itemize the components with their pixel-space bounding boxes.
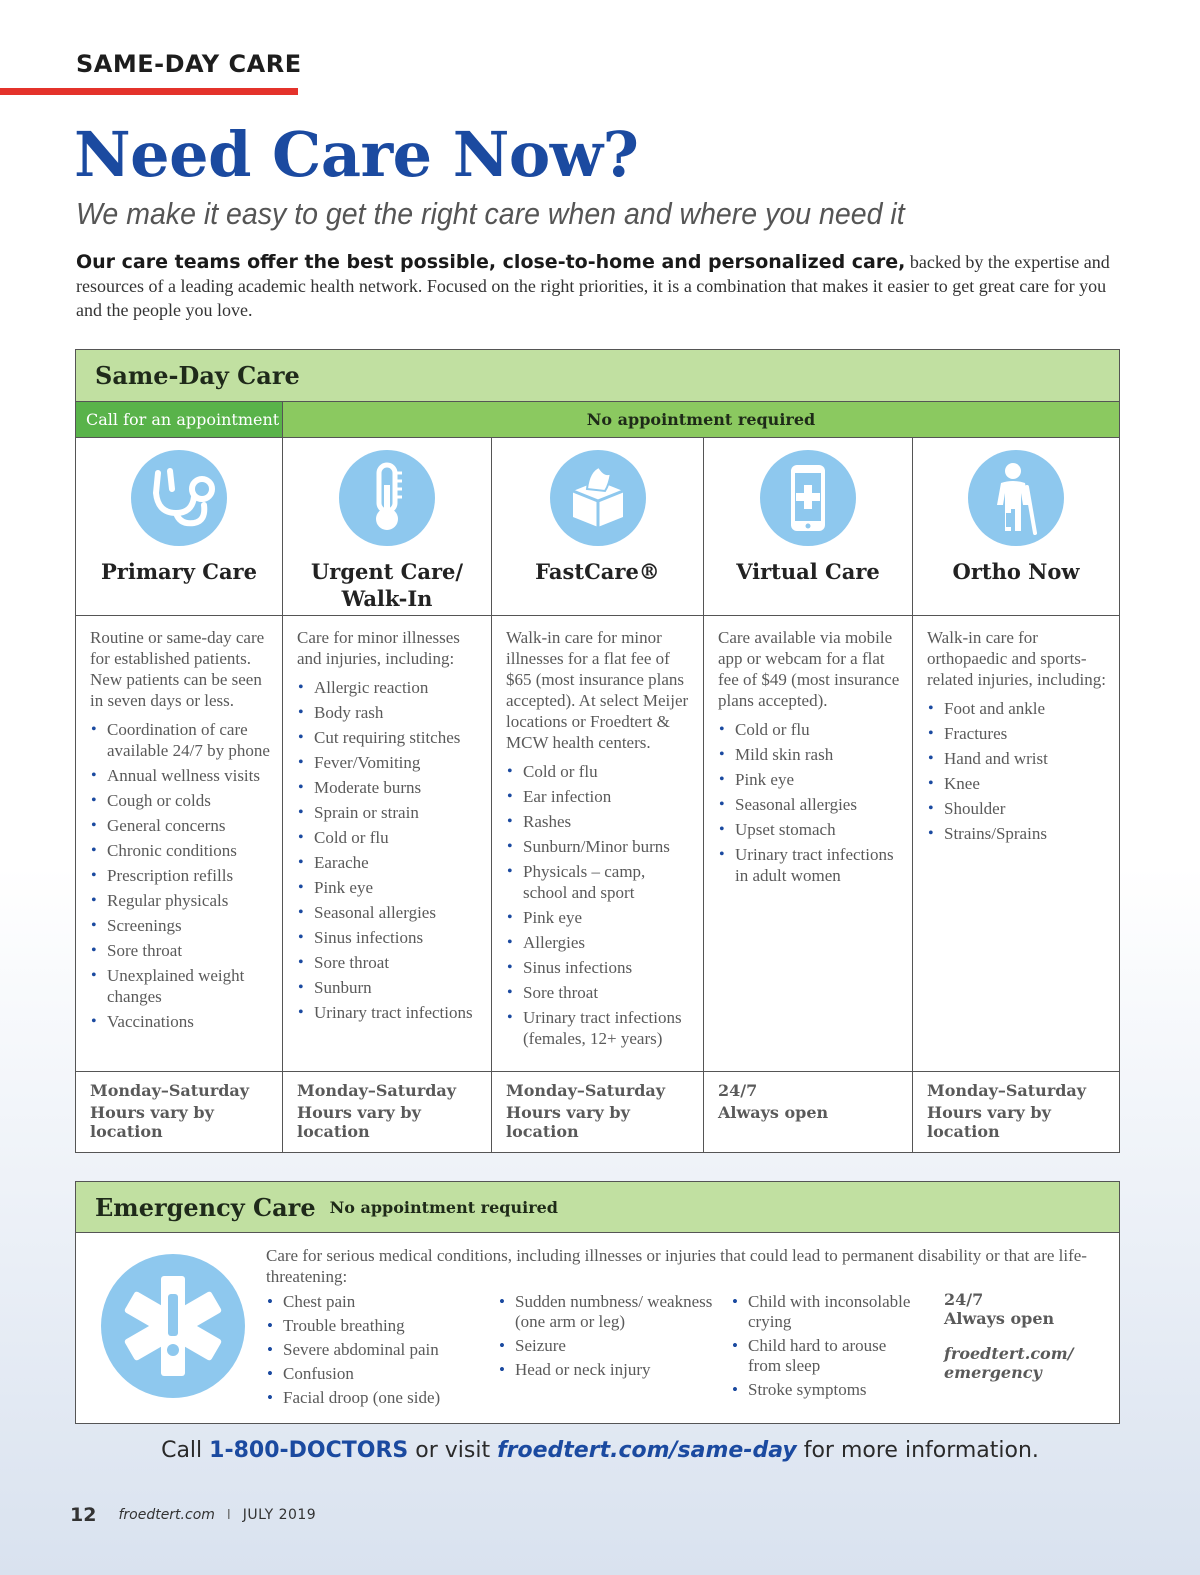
list-item: • Mild skin rash (718, 744, 902, 765)
cta-link[interactable]: froedtert.com/same-day (497, 1438, 797, 1463)
list-item: • Chest pain (266, 1292, 476, 1312)
emergency-hours (944, 1290, 1054, 1328)
care-column-hours (913, 1072, 1119, 1152)
hours-detail: Always open (718, 1103, 829, 1122)
hours-days: Monday–Saturday (90, 1081, 250, 1100)
emergency-care-title: Emergency Care (95, 1192, 316, 1222)
page-headline: Need Care Now? (74, 118, 639, 191)
care-column-intro: Walk-in care for orthopaedic and sports-related injuries, including: (927, 628, 1106, 689)
care-column-body (283, 616, 491, 1072)
care-column-list (927, 698, 1109, 844)
list-item: • Sinus infections (297, 927, 481, 948)
list-item: • Stroke symptoms (731, 1380, 921, 1400)
list-item: • Unexplained weight changes (90, 965, 272, 1007)
list-item: • Pink eye (718, 769, 902, 790)
person-crutch-icon (968, 450, 1064, 546)
list-item: • Sinus infections (506, 957, 693, 978)
list-item: • Shoulder (927, 798, 1109, 819)
care-column-hours (283, 1072, 491, 1152)
list-item: • Urinary tract infections (297, 1002, 481, 1023)
list-item: • Child with inconsolable crying (731, 1292, 921, 1332)
star-of-life-icon (101, 1254, 245, 1398)
list-item: • Facial droop (one side) (266, 1388, 476, 1408)
list-item: • Sudden numbness/ weakness (one arm or leg) (498, 1292, 713, 1332)
list-item: • Cold or flu (297, 827, 481, 848)
care-column-list (718, 719, 902, 886)
care-column-head (76, 438, 282, 616)
list-item: • Fever/Vomiting (297, 752, 481, 773)
list-item: • Sore throat (297, 952, 481, 973)
care-column-intro: Routine or same-day care for established patients. New patients can be seen in seven days or less. (90, 628, 265, 710)
care-column-virtual (704, 438, 913, 1152)
hours-days: 24/7 (718, 1081, 758, 1100)
list-item: • Chronic conditions (90, 840, 272, 861)
hours-days: Monday–Saturday (297, 1081, 457, 1100)
emergency-link-line-1: froedtert.com/ (944, 1344, 1074, 1363)
tissue-box-icon (550, 450, 646, 546)
footer-site: froedtert.com (118, 1507, 215, 1523)
care-column-ortho (913, 438, 1119, 1152)
list-item: • Physicals – camp, school and sport (506, 861, 693, 903)
care-column-title: Urgent Care/ Walk-In (310, 559, 464, 611)
intro-paragraph (76, 250, 1116, 322)
care-column-title: Ortho Now (952, 559, 1080, 584)
list-item: • Sore throat (506, 982, 693, 1003)
list-item: • Knee (927, 773, 1109, 794)
list-item: • Severe abdominal pain (266, 1340, 476, 1360)
care-column-head (913, 438, 1119, 616)
list-item: • Urinary tract infections (females, 12+ years) (506, 1007, 693, 1049)
hours-detail: Hours vary by location (90, 1103, 214, 1141)
care-column-list (90, 719, 272, 1032)
emergency-list-2 (498, 1292, 713, 1384)
list-item: • Cold or flu (506, 761, 693, 782)
care-column-hours (76, 1072, 282, 1152)
no-appointment-label: No appointment required (283, 402, 1119, 437)
care-column-hours (704, 1072, 912, 1152)
cta-pre: Call (161, 1438, 210, 1463)
emergency-care-box (75, 1181, 1120, 1424)
list-item: • Seizure (498, 1336, 713, 1356)
cta-post: for more information. (796, 1438, 1039, 1463)
list-item: • Confusion (266, 1364, 476, 1384)
care-column-body (913, 616, 1119, 1072)
list-item: • Cough or colds (90, 790, 272, 811)
emergency-link[interactable] (944, 1344, 1074, 1382)
emergency-link-line-2: emergency (944, 1363, 1042, 1382)
page-footer (70, 1504, 316, 1526)
list-item: • Allergies (506, 932, 693, 953)
list-item: • Sunburn/Minor burns (506, 836, 693, 857)
smartphone-icon (760, 450, 856, 546)
same-day-care-title: Same-Day Care (95, 361, 300, 390)
footer-date: JULY 2019 (242, 1507, 317, 1523)
list-item: • Sore throat (90, 940, 272, 961)
list-item: • Cut requiring stitches (297, 727, 481, 748)
hours-days: Monday–Saturday (506, 1081, 666, 1100)
hours-detail: Hours vary by location (927, 1103, 1051, 1141)
list-item: • Regular physicals (90, 890, 272, 911)
list-item: • Foot and ankle (927, 698, 1109, 719)
page-subhead: We make it easy to get the right care when and where you need it (76, 196, 905, 231)
list-item: • Cold or flu (718, 719, 902, 740)
section-label: SAME-DAY CARE (76, 50, 302, 78)
care-columns (76, 438, 1119, 1152)
care-column-primary (76, 438, 283, 1152)
emergency-intro: Care for serious medical conditions, including illnesses or injuries that could lead to permanent disability or that are life-threatening: (266, 1246, 1087, 1286)
list-item: • Rashes (506, 811, 693, 832)
care-column-body (492, 616, 703, 1072)
list-item: • Seasonal allergies (297, 902, 481, 923)
list-item: • Earache (297, 852, 481, 873)
care-column-intro: Care available via mobile app or webcam for a flat fee of $49 (most insurance plans accepted). (718, 628, 900, 710)
intro-lead: Our care teams offer the best possible, close-to-home and personalized care, (76, 251, 906, 273)
list-item: • Sprain or strain (297, 802, 481, 823)
care-column-head (704, 438, 912, 616)
emergency-no-appointment-label: No appointment required (329, 1197, 558, 1217)
appointment-row (76, 402, 1119, 438)
list-item: • Vaccinations (90, 1011, 272, 1032)
care-column-urgent (283, 438, 492, 1152)
emergency-hours-detail: Always open (944, 1309, 1055, 1328)
list-item: • Hand and wrist (927, 748, 1109, 769)
care-column-body (704, 616, 912, 1072)
emergency-list-1 (266, 1292, 476, 1412)
same-day-care-header (76, 350, 1119, 402)
care-column-hours (492, 1072, 703, 1152)
same-day-care-table (75, 349, 1120, 1153)
list-item: • Prescription refills (90, 865, 272, 886)
list-item: • Moderate burns (297, 777, 481, 798)
cta-phone-number[interactable]: 1-800-DOCTORS (209, 1438, 409, 1463)
list-item: • Strains/Sprains (927, 823, 1109, 844)
list-item: • Pink eye (506, 907, 693, 928)
emergency-care-header (76, 1182, 1119, 1233)
list-item: • Urinary tract infections in adult women (718, 844, 902, 886)
list-item: • Allergic reaction (297, 677, 481, 698)
care-column-title: Primary Care (101, 559, 257, 584)
list-item: • Coordination of care available 24/7 by phone (90, 719, 272, 761)
list-item: • Head or neck injury (498, 1360, 713, 1380)
stethoscope-icon (131, 450, 227, 546)
hours-detail: Hours vary by location (506, 1103, 630, 1141)
emergency-list-3 (731, 1292, 921, 1404)
list-item: • Body rash (297, 702, 481, 723)
list-item: • Ear infection (506, 786, 693, 807)
list-item: • Fractures (927, 723, 1109, 744)
care-column-intro: Walk-in care for minor illnesses for a flat fee of $65 (most insurance plans accepted). At select Meijer locations or Froedtert & MCW health centers. (506, 628, 689, 752)
care-column-title: Virtual Care (736, 559, 880, 584)
care-column-head (492, 438, 703, 616)
footer-separator: I (226, 1507, 231, 1523)
cta-mid: or visit (408, 1438, 498, 1463)
list-item: • General concerns (90, 815, 272, 836)
list-item: • Trouble breathing (266, 1316, 476, 1336)
list-item: • Seasonal allergies (718, 794, 902, 815)
call-to-action (0, 1438, 1200, 1463)
hours-detail: Hours vary by location (297, 1103, 421, 1141)
hours-days: Monday–Saturday (927, 1081, 1087, 1100)
list-item: • Child hard to arouse from sleep (731, 1336, 921, 1376)
list-item: • Annual wellness visits (90, 765, 272, 786)
section-rule (0, 88, 298, 95)
care-column-title: FastCare® (535, 559, 660, 584)
care-column-list (506, 761, 693, 1049)
care-column-fastcare (492, 438, 704, 1152)
list-item: • Sunburn (297, 977, 481, 998)
call-for-appointment-label: Call for an appointment (76, 402, 283, 437)
care-column-list (297, 677, 481, 1023)
page-number: 12 (70, 1504, 97, 1526)
intro-body: backed by the expertise and resources of a leading academic health network. Focused on the right priorities, it is a combination that makes it easier to get great care for you and the people you love. (76, 252, 1110, 320)
list-item: • Screenings (90, 915, 272, 936)
care-column-head (283, 438, 491, 616)
emergency-hours-days: 24/7 (944, 1290, 984, 1309)
care-column-body (76, 616, 282, 1072)
care-column-intro: Care for minor illnesses and injuries, including: (297, 628, 460, 668)
list-item: • Upset stomach (718, 819, 902, 840)
thermometer-icon (339, 450, 435, 546)
list-item: • Pink eye (297, 877, 481, 898)
